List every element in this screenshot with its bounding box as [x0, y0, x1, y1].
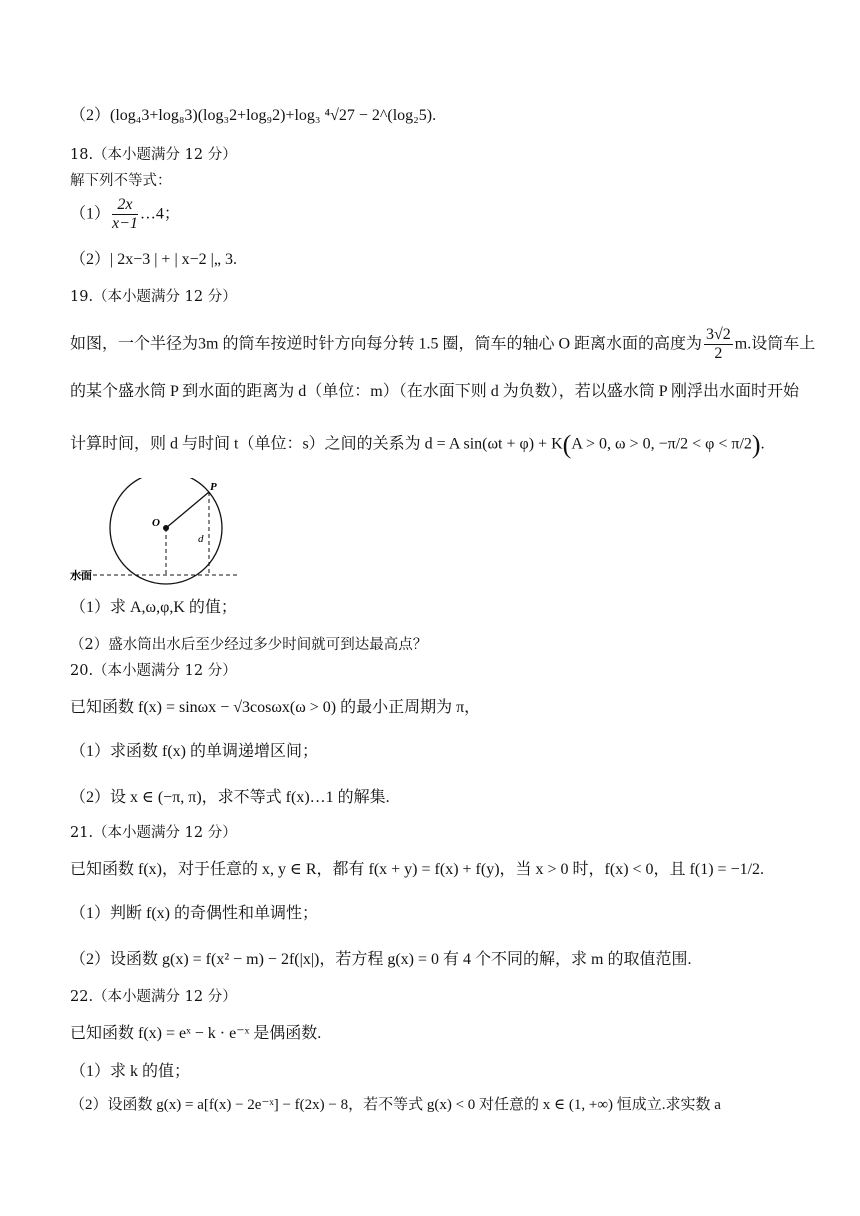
problem22-part1: （1）求 k 的值； [70, 1063, 191, 1080]
problem21-part2: （2）设函数 g(x) = f(x² − m) − 2f(|x|)，若方程 g(x) = 0 有 4 个不同的解，求 m 的取值范围. [70, 951, 692, 968]
problem18-instruction: 解下列不等式： [70, 173, 172, 189]
problem18-part1 [70, 196, 180, 234]
problem22-part2: （2）设函数 g(x) = a[f(x) − 2e⁻ˣ] − f(2x) − 8，若不等式 g(x) < 0 对任意的 x ∈ (1, +∞) 恒成立.求实数 a [70, 1097, 721, 1113]
problem22-header: 22.（本小题满分 12 分） [70, 989, 237, 1005]
problem19-header: 19.（本小题满分 12 分） [70, 289, 237, 305]
label-d: d [198, 533, 204, 545]
paren-close: ) [751, 430, 761, 459]
problem19-part2: （2）盛水筒出水后至少经过多少时间就可到达最高点？ [70, 637, 428, 653]
problem19-line2: 的某个盛水筒 P 到水面的距离为 d（单位：m）（在水面下则 d 为负数），若以盛水筒 P 刚浮出水面时开始 [70, 383, 800, 400]
problem19-line3-period: . [760, 435, 765, 453]
problem18-part2: （2）| 2x−3 | + | x−2 |„ 3. [70, 251, 237, 268]
problem21-stem: 已知函数 f(x)，对于任意的 x, y ∈ R，都有 f(x + y) = f(x) + f(y)，当 x > 0 时，f(x) < 0，且 f(1) = −1/2. [70, 861, 765, 878]
fraction-numerator: 3√2 [704, 326, 733, 345]
label-P: P [210, 481, 217, 493]
problem18-part1-fraction [112, 196, 138, 234]
height-fraction [704, 326, 733, 364]
fraction-numerator: 2x [112, 196, 138, 215]
radius-line [166, 492, 209, 528]
problem19-part1: （1）求 A,ω,φ,K 的值； [70, 599, 237, 616]
problem18-part1-prefix: （1） [70, 205, 111, 223]
problem17-part2: （2）(log₄3+log₈3)(log₃2+log₉2)+log₃ ⁴√27 − 2^(log₂5). [70, 107, 437, 124]
center-point [163, 525, 169, 531]
problem20-header: 20.（本小题满分 12 分） [70, 663, 237, 679]
paren-open: ( [562, 430, 572, 459]
fraction-denominator: 2 [714, 345, 723, 363]
label-water: 水面 [70, 569, 92, 582]
problem19-line1-text: 如图，一个半径为3m 的筒车按逆时针方向每分转 1.5 圈，筒车的轴心 O 距离水面的高度为 [70, 335, 703, 353]
problem21-header: 21.（本小题满分 12 分） [70, 825, 237, 841]
problem19-line1-tail: m.设筒车上 [734, 335, 816, 353]
problem18-part1-rest: …4； [139, 205, 180, 223]
problem20-part2: （2）设 x ∈ (−π, π)，求不等式 f(x)…1 的解集. [70, 789, 390, 806]
fraction-denominator: x−1 [112, 215, 138, 233]
problem22-stem: 已知函数 f(x) = eˣ − k · e⁻ˣ 是偶函数. [70, 1025, 322, 1042]
problem18-header: 18.（本小题满分 12 分） [70, 147, 237, 163]
problem20-stem: 已知函数 f(x) = sinωx − √3cosωx(ω > 0) 的最小正周期为 π， [70, 699, 481, 716]
label-O: O [152, 517, 160, 529]
problem19-line3-conditions: A > 0, ω > 0, −π/2 < φ < π/2 [571, 435, 752, 453]
problem20-part1: （1）求函数 f(x) 的单调递增区间； [70, 743, 318, 760]
problem19-line3 [70, 432, 765, 458]
problem19-line3-text: 计算时间，则 d 与时间 t（单位：s）之间的关系为 d = A sin(ωt + φ) + K [70, 435, 563, 453]
problem19-line1 [70, 326, 815, 364]
water-wheel-figure [66, 478, 246, 592]
problem21-part1: （1）判断 f(x) 的奇偶性和单调性； [70, 905, 318, 922]
